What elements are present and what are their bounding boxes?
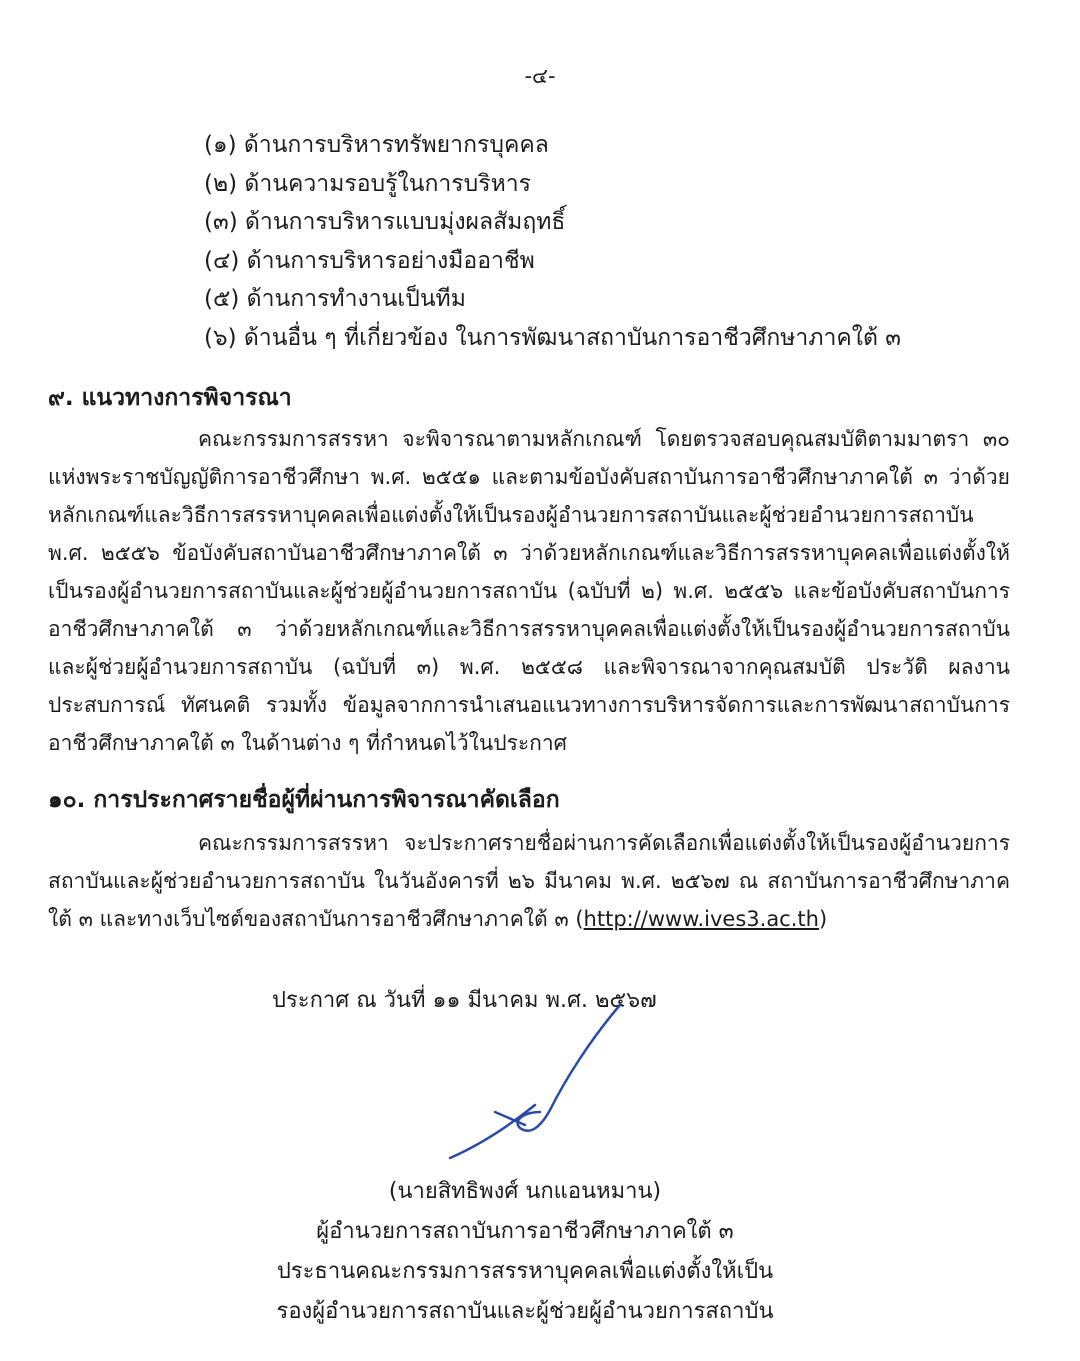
section-9-paragraph: คณะกรรมการสรรหา จะพิจารณาตามหลักเกณฑ์ โดยตรวจสอบคุณสมบัติตามมาตรา ๓๐ แห่งพระราชบัญญัติการอาชีวศึกษา พ.ศ. ๒๕๕๑ และตามข้อบังคับสถาบันการอาชีวศึกษาภาคใต้ ๓ ว่าด้วยหลักเกณฑ์และวิธีการสรรหาบุคคลเพื่อแต่งตั้งให้เป็นรองผู้อำนวยการสถาบันและผู้ช่วยอำนวยการสถาบัน พ.ศ. ๒๕๕๖ ข้อบังคับสถาบันอาชีวศึกษาภาคใต้ ๓ ว่าด้วยหลักเกณฑ์และวิธีการสรรหาบุคคลเพื่อแต่งตั้งให้เป็นรองผู้อำนวยการสถาบันและผู้ช่วยผู้อำนวยการสถาบัน (ฉบับที่ ๒) พ.ศ. ๒๕๕๖ และข้อบังคับสถาบันการอาชีวศึกษาภาคใต้ ๓ ว่าด้วยหลักเกณฑ์และวิธีการสรรหาบุคคลเพื่อแต่งตั้งให้เป็นรองผู้อำนวยการสถาบันและผู้ช่วยผู้อำนวยการสถาบัน (ฉบับที่ ๓) พ.ศ. ๒๕๕๘ และพิจารณาจากคุณสมบัติ ประวัติ ผลงาน ประสบการณ์ ทัศนคติ รวมทั้ง ข้อมูลจากการนำเสนอแนวทางการบริหารจัดการและการพัฒนาสถาบันการอาชีวศึกษาภาคใต้ ๓ ในด้านต่าง ๆ ที่กำหนดไว้ในประกาศ <box>48 427 1010 755</box>
signer-title-1: ผู้อำนวยการสถาบันการอาชีวศึกษาภาคใต้ ๓ <box>316 1219 734 1244</box>
criteria-item-2: (๒) ด้านความรอบรู้ในการบริหาร <box>204 170 532 197</box>
criteria-item-1: (๑) ด้านการบริหารทรัพยากรบุคคล <box>204 132 549 158</box>
page-number: -๔- <box>524 64 556 88</box>
signer-title-2: ประธานคณะกรรมการสรรหาบุคคลเพื่อแต่งตั้งให้เป็น <box>276 1259 774 1284</box>
website-link[interactable]: http://www.ives3.ac.th <box>583 907 819 931</box>
section-10-paragraph <box>48 824 1010 938</box>
criteria-list <box>204 126 901 357</box>
criteria-item-5: (๕) ด้านการทำงานเป็นทีม <box>204 286 466 312</box>
signature-icon <box>440 1000 640 1170</box>
section-10-text: คณะกรรมการสรรหา จะประกาศรายชื่อผ่านการคัดเลือกเพื่อแต่งตั้งให้เป็นรองผู้อำนวยการสถาบันและผู้ช่วยอำนวยการสถาบัน ในวันอังคารที่ ๒๖ มีนาคม พ.ศ. ๒๕๖๗ ณ สถาบันการอาชีวศึกษาภาคใต้ ๓ และทางเว็บไซต์ของสถาบันการอาชีวศึกษาภาคใต้ ๓ ( <box>48 831 1010 931</box>
signer-title-3: รองผู้อำนวยการสถาบันและผู้ช่วยผู้อำนวยการสถาบัน <box>276 1299 774 1324</box>
signature <box>440 1000 640 1174</box>
signer-block <box>270 1172 780 1332</box>
criteria-item-6: (๖) ด้านอื่น ๆ ที่เกี่ยวข้อง ในการพัฒนาสถาบันการอาชีวศึกษาภาคใต้ ๓ <box>204 324 901 351</box>
criteria-item-4: (๔) ด้านการบริหารอย่างมืออาชีพ <box>204 247 535 274</box>
section-10-heading: ๑๐. การประกาศรายชื่อผู้ที่ผ่านการพิจารณาคัดเลือก <box>48 787 560 813</box>
announcement-date: ประกาศ ณ วันที่ ๑๑ มีนาคม พ.ศ. ๒๕๖๗ <box>272 988 657 1013</box>
criteria-item-3: (๓) ด้านการบริหารแบบมุ่งผลสัมฤทธิ์ <box>204 209 566 235</box>
section-9-heading: ๙. แนวทางการพิจารณา <box>48 385 292 411</box>
signer-name: (นายสิทธิพงศ์ นกแอนหมาน) <box>388 1179 662 1204</box>
section-10-close: ) <box>818 907 828 931</box>
